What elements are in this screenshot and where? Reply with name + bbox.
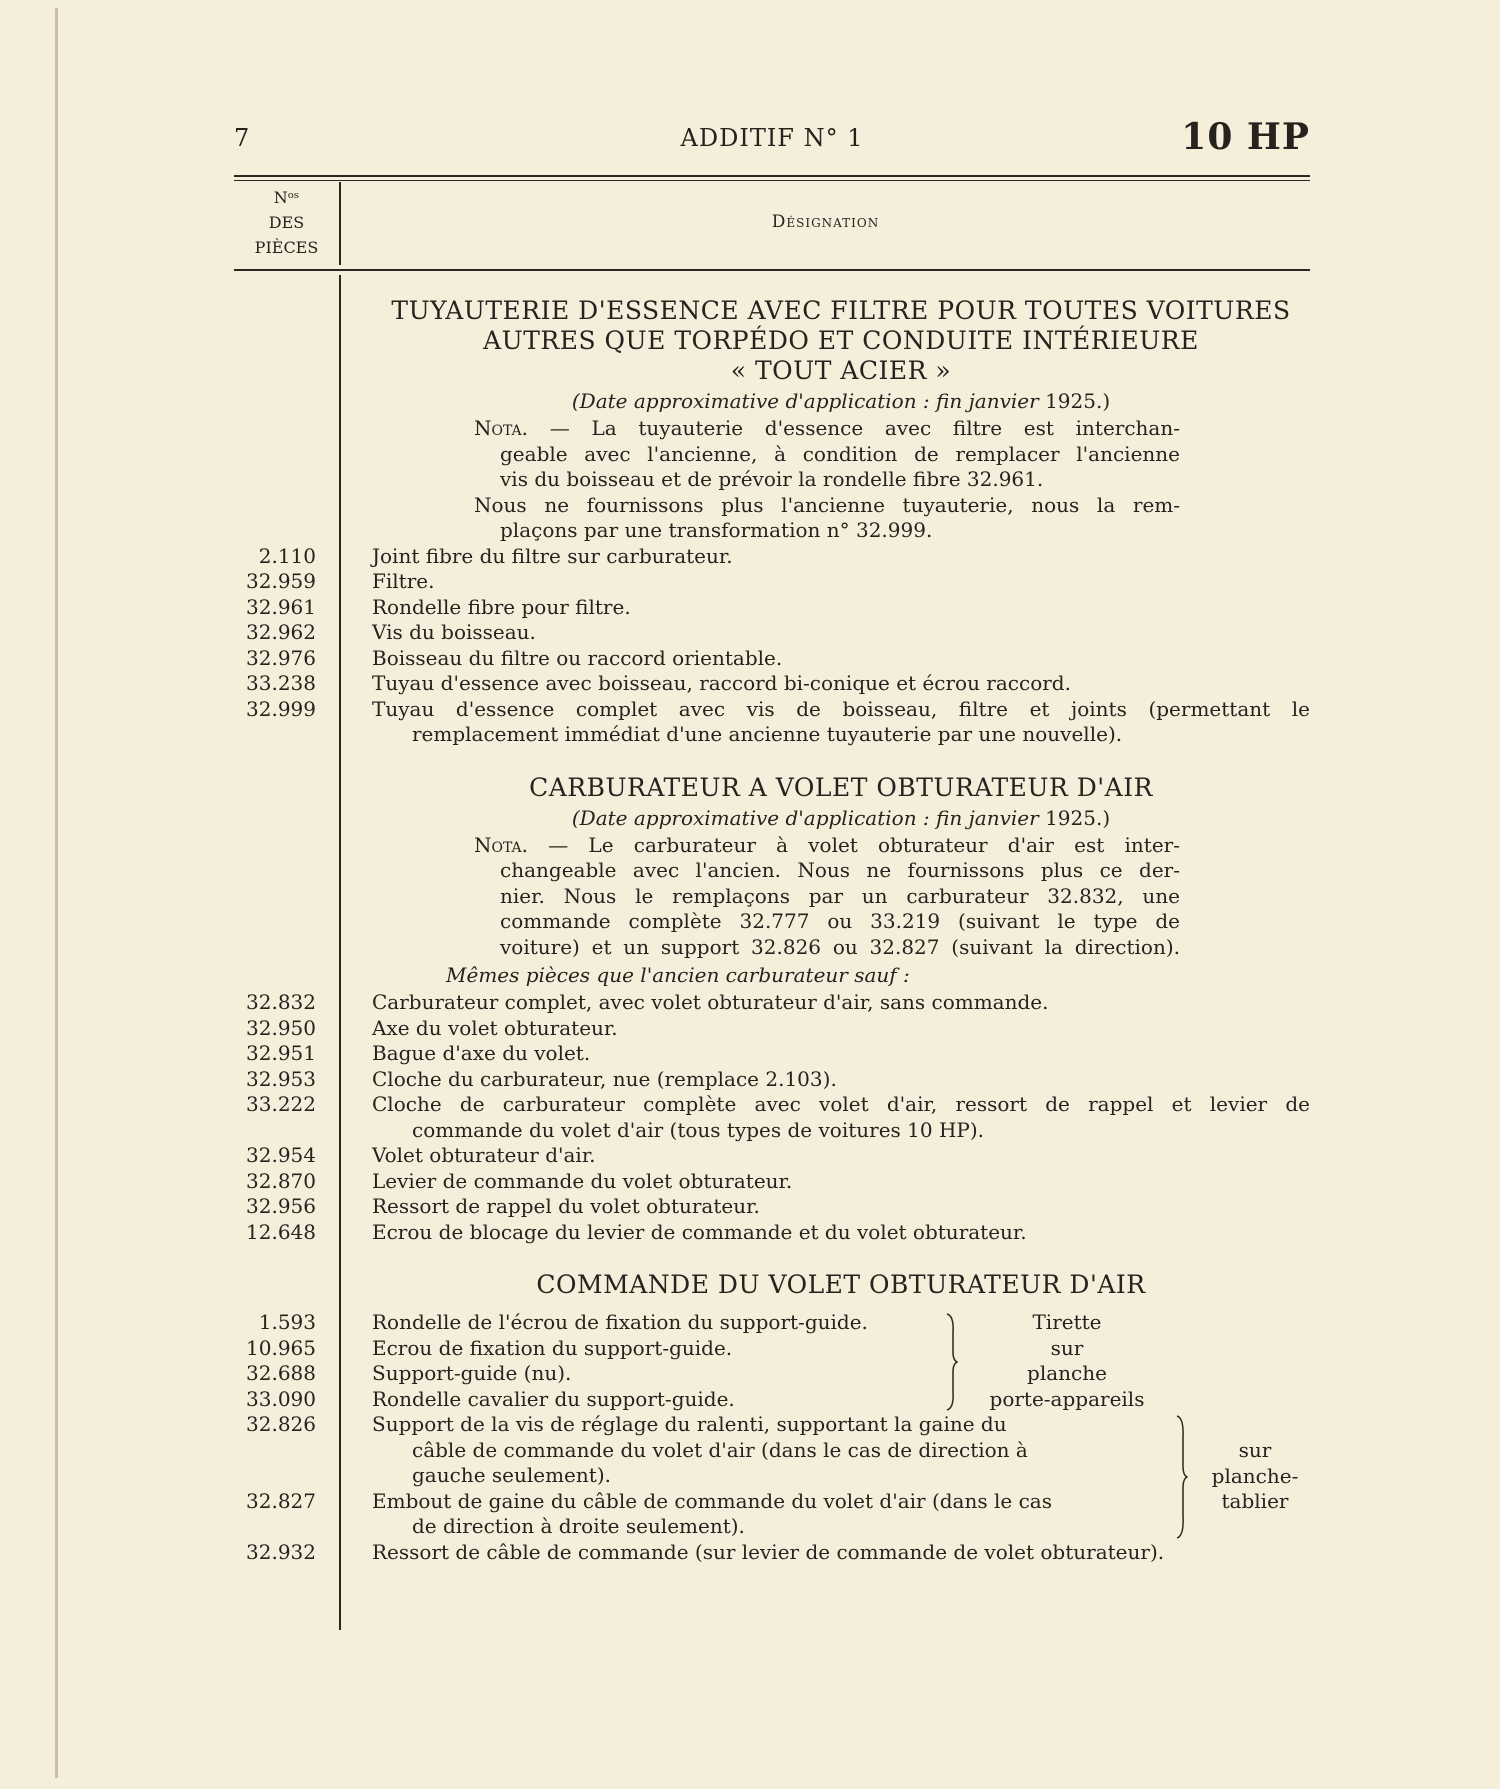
header-rule-bottom (234, 180, 1310, 181)
part-number: 32.976 (246, 645, 316, 670)
part-designation: Rondelle fibre pour filtre. (372, 594, 631, 619)
part-number: 10.965 (246, 1335, 316, 1360)
part-number: 32.950 (246, 1015, 316, 1040)
bracket-label-tirette (974, 1310, 1160, 1412)
date-text: (Date approximative d'application : fin janvier (571, 805, 1046, 830)
list-item (234, 544, 1310, 570)
nota-label: Nota. (474, 832, 529, 857)
col-label-line: Nᵒˢ (273, 188, 300, 207)
part-number: 2.110 (258, 543, 316, 568)
list-item (234, 1092, 1310, 1118)
part-designation: gauche seulement). (412, 1463, 611, 1487)
part-designation: Ecrou de blocage du levier de commande et du volet obturateur. (372, 1219, 1027, 1244)
nota-text: vis du boisseau et de prévoir la rondelle fibre 32.961. (500, 467, 1044, 491)
list-item (234, 1220, 1310, 1246)
column-header-numbers (234, 185, 339, 260)
column-header-designation: Désignation (771, 212, 880, 232)
part-designation: Carburateur complet, avec volet obturateur d'air, sans commande. (372, 990, 1049, 1014)
part-designation: câble de commande du volet d'air (dans le cas de direction à (412, 1437, 1028, 1462)
part-number: 32.961 (246, 594, 316, 619)
bracket-label-line: Tirette (1032, 1310, 1102, 1334)
part-designation: commande du volet d'air (tous types de voitures 10 HP). (412, 1117, 985, 1142)
part-designation: de direction à droite seulement). (412, 1514, 745, 1538)
part-designation: Rondelle de l'écrou de fixation du support-guide. (372, 1310, 868, 1334)
part-designation: Boisseau du filtre ou raccord orientable. (372, 645, 783, 670)
list-item (234, 1412, 1310, 1438)
part-designation: Volet obturateur d'air. (372, 1143, 596, 1167)
list-item (234, 697, 1310, 723)
nota-line (474, 858, 1180, 884)
list-item (234, 1041, 1310, 1067)
list-item (234, 671, 1310, 697)
nota-text: voiture) et un support 32.826 ou 32.827 (suivant la direction). (500, 934, 1180, 959)
part-number: 32.827 (246, 1488, 316, 1513)
list-item (234, 1194, 1310, 1220)
bracket-label-line: planche (1027, 1361, 1107, 1385)
bracket-label-line: sur (1050, 1335, 1084, 1360)
nota-text: — La tuyauterie d'essence avec filtre est interchan- (528, 416, 1180, 440)
list-item-continued (234, 1438, 1310, 1464)
part-designation: Support de la vis de réglage du ralenti, supportant la gaine du (372, 1412, 1007, 1436)
list-item (234, 646, 1310, 672)
nota-text: changeable avec l'ancien. Nous ne fournissons plus ce der- (500, 858, 1180, 882)
page-title: ADDITIF N° 1 (680, 124, 864, 152)
header-rule-top (234, 175, 1310, 177)
date-text: (Date approximative d'application : fin janvier (571, 389, 1046, 413)
part-designation: Tuyau d'essence avec boisseau, raccord bi-conique et écrou raccord. (372, 671, 1071, 695)
part-designation: Tuyau d'essence complet avec vis de boisseau, filtre et joints (permettant le (372, 696, 1310, 721)
bracket-label-line: tablier (1221, 1489, 1289, 1513)
part-number: 32.826 (246, 1412, 316, 1436)
part-number: 32.999 (246, 696, 316, 721)
nota-line (474, 909, 1180, 935)
part-number: 32.956 (246, 1194, 316, 1218)
list-item-continued (234, 1118, 1310, 1144)
section-title: « TOUT ACIER » (730, 356, 952, 385)
nota-line (474, 416, 1180, 442)
nota-line (474, 467, 1180, 493)
part-designation: Bague d'axe du volet. (372, 1041, 591, 1065)
part-designation: Ressort de câble de commande (sur levier de commande de volet obturateur). (372, 1539, 1165, 1564)
part-number: 32.962 (246, 620, 316, 644)
part-designation: Ecrou de fixation du support-guide. (372, 1335, 733, 1360)
part-number: 32.932 (246, 1539, 316, 1564)
brace-icon (944, 1312, 958, 1412)
nota-text: geable avec l'ancienne, à condition de remplacer l'ancienne (500, 441, 1180, 466)
application-date (372, 803, 1310, 833)
section-title: TUYAUTERIE D'ESSENCE AVEC FILTRE POUR TOUTES VOITURES (391, 296, 1291, 325)
date-year: 1925.) (1045, 805, 1111, 830)
part-number: 32.959 (246, 569, 316, 593)
part-designation: Support-guide (nu). (372, 1361, 572, 1385)
nota-line (474, 833, 1180, 859)
nota-line (474, 518, 1180, 544)
brace-icon (1174, 1414, 1188, 1540)
list-item (234, 595, 1310, 621)
command-parts-group (234, 1310, 1310, 1565)
nota-text: nier. Nous le remplaçons par un carburateur 32.832, une (500, 883, 1180, 908)
nota-text: commande complète 32.777 ou 33.219 (suivant le type de (500, 909, 1180, 933)
page-header (234, 116, 1310, 166)
part-number: 32.832 (246, 990, 316, 1014)
part-designation: Cloche de carburateur complète avec volet d'air, ressort de rappel et levier de (372, 1092, 1310, 1116)
bracket-label-line: planche- (1211, 1463, 1299, 1488)
list-item (234, 1540, 1310, 1566)
list-item (234, 1016, 1310, 1042)
bracket-label-line: porte-appareils (989, 1386, 1145, 1411)
part-designation: Levier de commande du volet obturateur. (372, 1168, 793, 1193)
list-item-continued (234, 722, 1310, 748)
part-designation: Embout de gaine du câble de commande du volet d'air (dans le cas (372, 1488, 1052, 1513)
list-item (234, 1489, 1310, 1515)
col-label-line: DES (268, 213, 305, 232)
list-item-continued (234, 1463, 1310, 1489)
model-label: 10 HP (1181, 116, 1310, 158)
part-number: 33.090 (246, 1386, 316, 1411)
part-designation: Vis du boisseau. (372, 620, 536, 644)
part-designation: remplacement immédiat d'une ancienne tuyauterie par une nouvelle). (412, 722, 1123, 746)
date-year: 1925.) (1045, 389, 1111, 413)
list-item (234, 620, 1310, 646)
part-designation: Cloche du carburateur, nue (remplace 2.103). (372, 1066, 837, 1091)
page-number: 7 (234, 124, 250, 152)
list-item (234, 1067, 1310, 1093)
nota-line (474, 442, 1180, 468)
parts-list (234, 296, 1310, 1565)
list-item (234, 990, 1310, 1016)
part-designation: Ressort de rappel du volet obturateur. (372, 1194, 760, 1218)
part-number: 32.951 (246, 1041, 316, 1065)
section-title: CARBURATEUR A VOLET OBTURATEUR D'AIR (529, 772, 1153, 802)
section-title: COMMANDE DU VOLET OBTURATEUR D'AIR (536, 1270, 1146, 1299)
part-designation: Filtre. (372, 569, 435, 593)
bracket-label-planche (1200, 1438, 1310, 1515)
list-item (234, 1143, 1310, 1169)
application-date (372, 386, 1310, 416)
nota-text: Nous ne fournissons plus l'ancienne tuyauterie, nous la rem- (474, 492, 1180, 517)
part-number: 32.688 (246, 1361, 316, 1385)
binding-edge (55, 8, 58, 1778)
bracket-label-line: sur (1238, 1438, 1272, 1462)
same-parts-note: Mêmes pièces que l'ancien carburateur sauf : (446, 963, 910, 987)
col-label-line: PIÈCES (254, 238, 319, 257)
nota-text: plaçons par une transformation n° 32.999. (500, 518, 933, 542)
part-number: 33.222 (246, 1092, 316, 1116)
list-item (234, 1169, 1310, 1195)
part-number: 1.593 (258, 1310, 316, 1334)
nota-label: Nota. (474, 416, 529, 440)
part-number: 33.238 (246, 671, 316, 695)
nota-line (474, 935, 1180, 961)
nota-text: — Le carburateur à volet obturateur d'air est inter- (528, 832, 1180, 857)
part-number: 32.870 (246, 1168, 316, 1193)
section-title: AUTRES QUE TORPÉDO ET CONDUITE INTÉRIEURE (483, 326, 1199, 355)
part-designation: Axe du volet obturateur. (372, 1015, 618, 1040)
part-number: 32.953 (246, 1066, 316, 1091)
part-designation: Rondelle cavalier du support-guide. (372, 1386, 735, 1411)
part-number: 12.648 (246, 1219, 316, 1244)
list-item (234, 569, 1310, 595)
part-number: 32.954 (246, 1143, 316, 1167)
list-item-continued (234, 1514, 1310, 1540)
column-header-rule (234, 269, 1310, 271)
nota-line (474, 493, 1180, 519)
part-designation: Joint fibre du filtre sur carburateur. (372, 543, 733, 568)
nota-line (474, 884, 1180, 910)
